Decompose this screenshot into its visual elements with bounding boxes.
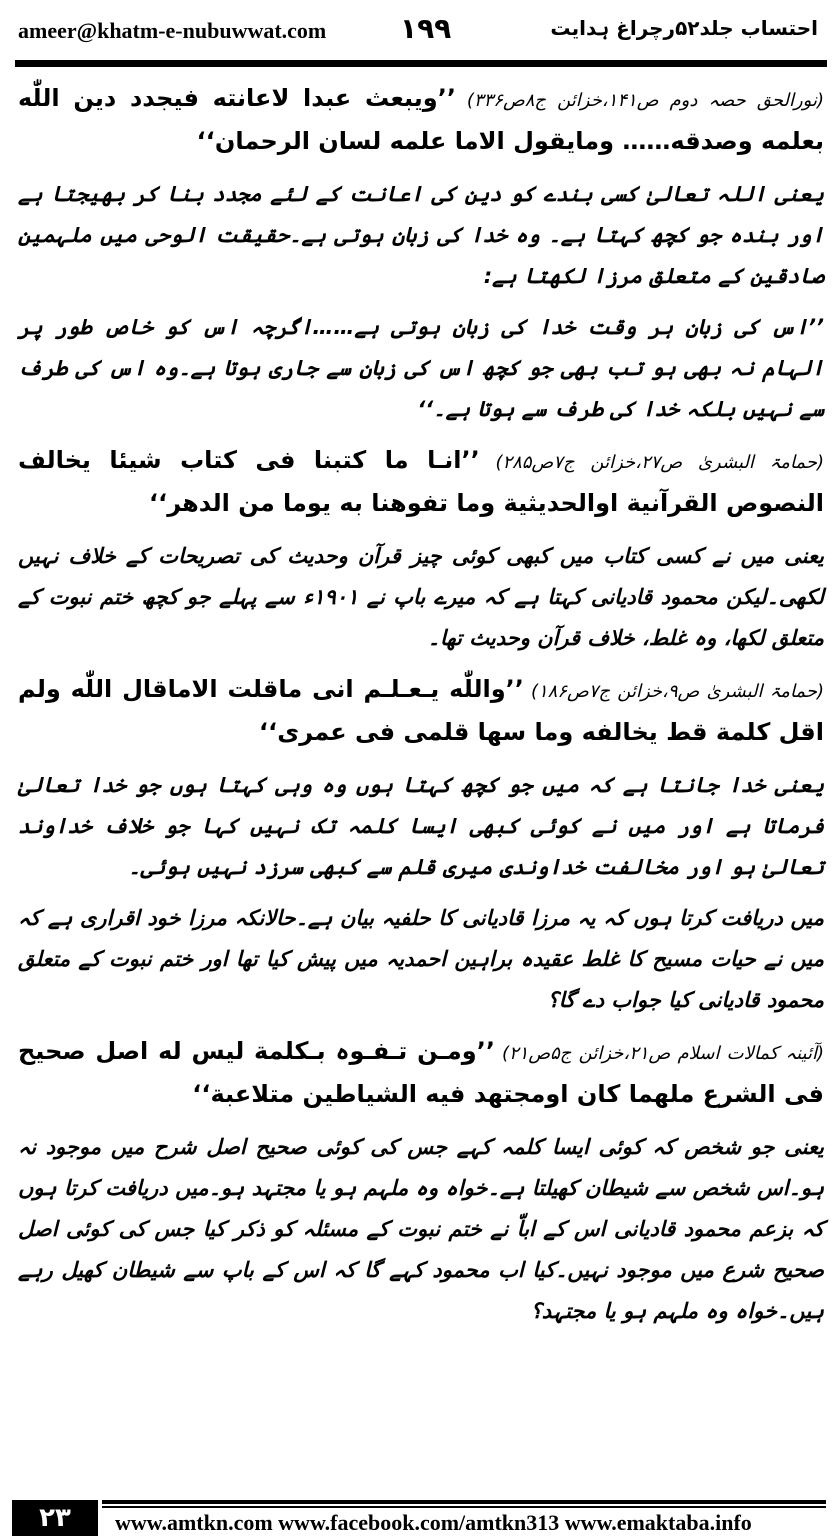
urdu-paragraph: یعنی جو شخص کہ کوئی ایسا کلمہ کہے جس کی کوئی صحیح اصل شرح میں موجود نہ ہو۔اس شخص سے شیطان کھیلتا ہے۔خواہ وہ ملہم ہو یا مجتہد ہو۔میں دریافت کرتا ہوں کہ بزعم محمود قادیانی اس کے اباّ نے ختم نبوت کے مسئلہ کو ذکر کیا جس کی کوئی اصل صحیح شرع میں موجود نہیں۔کیا اب محمود کہے گا کہ اس کے باپ سے شیطان کھیل رہے ہیں۔خواہ وہ ملہم ہو یا مجتہد؟ — [18, 1135, 824, 1323]
reference: (آئینہ کمالات اسلام ص۲۱،خزائن ج۵ص۲۱) — [501, 1043, 824, 1064]
footer-page-box: ۲۳ — [12, 1500, 98, 1536]
quote-paragraph — [18, 78, 824, 164]
urdu-paragraph: یعنی میں نے کسی کتاب میں کبھی کوئی چیز قرآن وحدیث کی تصریحات کے خلاف نہیں لکھی۔لیکن محمود قادیانی کہتا ہے کہ میرے باپ نے ۱۹۰۱ء سے پہلے جو کچھ ختم نبوت کے متعلق لکھا، وہ غلط، خلاف قرآن وحدیث تھا۔ — [18, 544, 824, 650]
page-footer — [0, 1492, 840, 1540]
urdu-paragraph: ’’اس کی زبان ہر وقت خدا کی زبان ہوتی ہے……اگرچہ اس کو خاص طور پر الہام نہ بھی ہو تب بھی جو کچھ اس کی زبان سے جاری ہوتا ہے۔وہ اس کی طرف سے نہیں بلکہ خدا کی طرف سے ہوتا ہے۔‘‘ — [18, 315, 824, 421]
reference: (حمامۃ البشریٰ ص۹،خزائن ج۷ص۱۸۶) — [530, 681, 824, 702]
arabic-quote: ’’انـا ما کتبنا فی کتاب شیئا یخالف النصوص القرآنیة اوالحدیثیة وما تفوهنا به یوما من الدهر‘‘ — [18, 446, 824, 517]
arabic-quote: ’’واللّٰه یـعـلـم انی ماقلت الاماقال اللّٰه ولم اقل کلمة قط یخالفه وما سها قلمی فی عمری‘‘ — [18, 675, 824, 746]
arabic-quote: ’’ویبعث عبدا لاعانته فیجدد دین اللّٰه بعلمه وصدقه…… ومایقول الاما علمه لسان الرحمان‘‘ — [18, 84, 824, 155]
urdu-paragraph: میں دریافت کرتا ہوں کہ یہ مرزا قادیانی کا حلفیہ بیان ہے۔حالانکہ مرزا خود اقراری ہے کہ میں نے حیات مسیح کا غلط عقیدہ براہین احمدیہ میں پیش کیا تھا اور ختم نبوت کے متعلق محمود قادیانی کیا جواب دے گا؟ — [18, 906, 824, 1012]
urdu-paragraph: یعنی خدا جانتا ہے کہ میں جو کچھ کہتا ہوں وہ وہی کہتا ہوں جو خدا تعالیٰ فرماتا ہے اور میں نے کوئی کبھی ایسا کلمہ تک نہیں کہا جو خلاف خداوند تعالیٰ ہو اور مخالفت خداوندی میری قلم سے کبھی سرزد نہیں ہوئی۔ — [18, 773, 824, 879]
reference: (نورالحق حصہ دوم ص۱۴۱،خزائن ج۸ص۳۳۶) — [466, 90, 824, 111]
header-title: احتساب جلد۵۲رچراغ ہدایت — [550, 16, 818, 40]
urdu-paragraph: یعنی اللہ تعالیٰ کسی بندے کو دین کی اعانت کے لئے مجدد بنا کر بھیجتا ہے اور بندہ جو کچھ کہتا ہے۔ وہ خدا کی زبان ہوتی ہے۔حقیقت الوحی میں ملہمین صادقین کے متعلق مرزا لکھتا ہے: — [18, 182, 824, 288]
header-email[interactable]: ameer@khatm-e-nubuwwat.com — [18, 18, 327, 43]
reference: (حمامۃ البشریٰ ص۲۷،خزائن ج۷ص۲۸۵) — [495, 452, 824, 473]
footer-links[interactable]: www.amtkn.com www.facebook.com/amtkn313 www.emaktaba.info — [115, 1510, 752, 1535]
footer-rule — [102, 1500, 826, 1504]
header-page-number: ۱۹۹ — [400, 12, 452, 45]
quote-paragraph — [18, 1031, 824, 1117]
page-header — [0, 0, 840, 58]
header-rule — [15, 60, 827, 67]
quote-paragraph — [18, 440, 824, 526]
quote-paragraph — [18, 669, 824, 755]
arabic-quote: ’’ومـن تـفـوہ بـکلمة لیس له اصل صحیح فی الشرع ملهما کان اومجتهد فیه الشیاطین متلاعبة‘‘ — [18, 1037, 824, 1108]
footer-rule-thin — [102, 1506, 826, 1508]
page-content — [18, 78, 824, 1478]
